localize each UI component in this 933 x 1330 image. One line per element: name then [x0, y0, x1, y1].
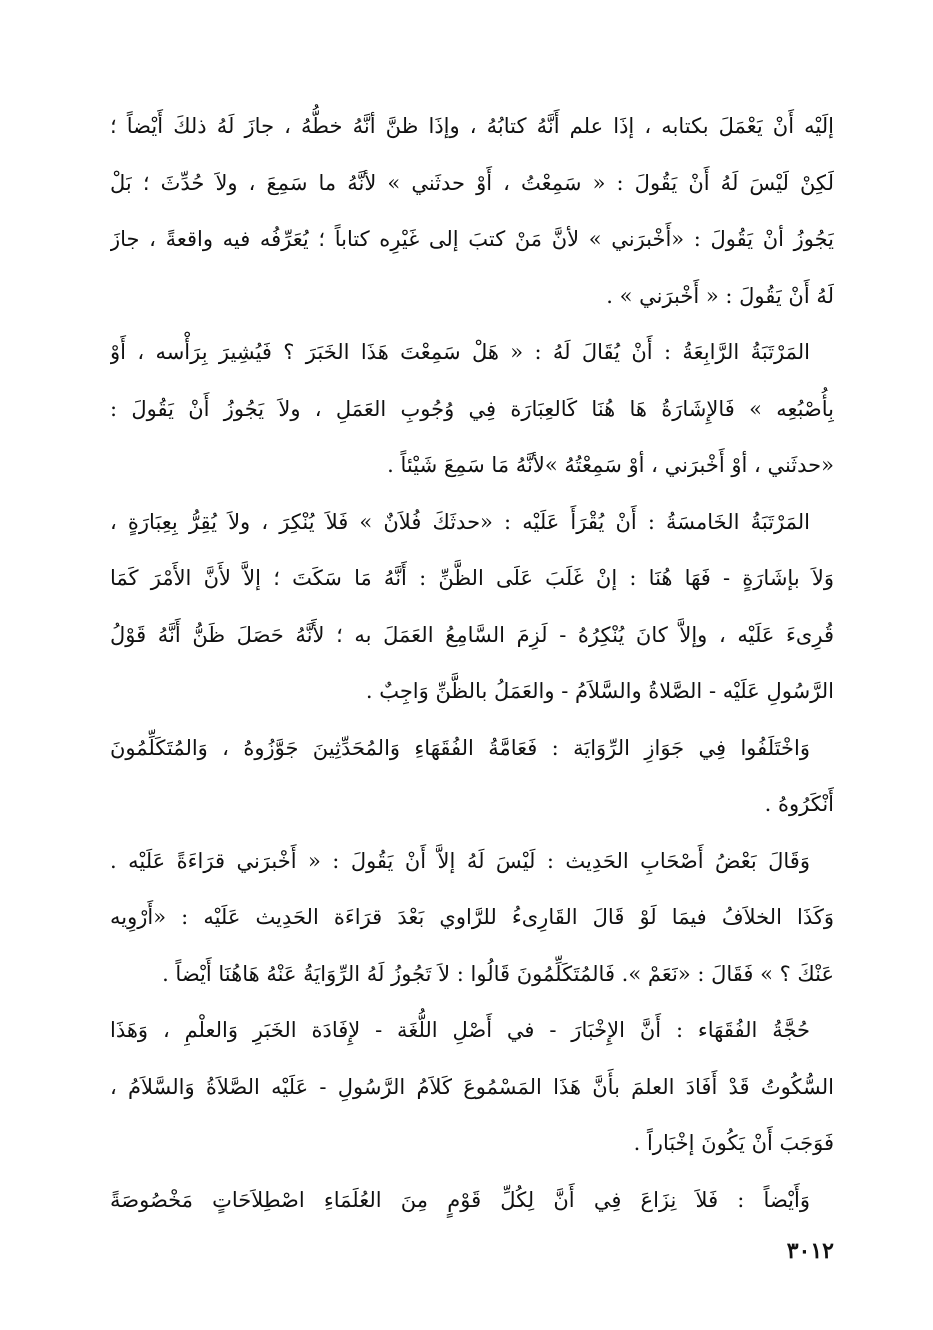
body-text: [110, 98, 834, 1228]
text-line: وَقَالَ بَعْضُ أَصْحَابِ الحَدِيث : لَيْسَ لَهُ إلاَّ أَنْ يَقُولَ : « أَخْبرَني قرَاءَةً عَلَيْه .: [110, 848, 810, 873]
text-line: قُرِىءَ عَلَيْه ، وإلاَّ كانَ يُنْكِرُهُ - لَزِمَ السَّامِعُ العَمَلَ به ؛ لأَنَّهُ حَصَلَ ظَنُّ أَنَّهُ قَوْلُ: [110, 622, 834, 647]
text-line: يَجُوزُ أنْ يَقُولَ : «أَخْبرَني » لأنَّ مَنْ كتبَ إلى غَيْرِه كتاباً ؛ يُعَرِّفُه فيه واقعةً ، جازَ: [110, 227, 834, 251]
text-line: بِأُصْبُعِه » فَالإِشَارَةُ هَا هُنَا كَالعِبَارَة فِي وُجُوبِ العَمَلِ ، ولاَ يَجُوزُ أَنْ يَقُولَ :: [110, 396, 834, 421]
text-line: عَنْكَ ؟ » فَقَالَ : «نَعَمْ ». فَالمُتَكَلِّمُونَ قَالُوا : لاَ تَجُوزُ لَهُ الرِّوَايَةُ عَنْهُ هَاهُنَا أَيْضاً .: [162, 961, 834, 986]
text-line: لَكِنْ لَيْسَ لَهُ أَنْ يَقُولَ : « سَمِعْتُ ، أَوْ حدثَني » لأنَّهُ ما سَمِعَ ، ولاَ حُدِّثَ ؛ بَلْ: [110, 170, 834, 195]
text-line: وَاخْتَلَفُوا فِي جَوَازِ الرِّوَايَة : فَعَامَّةُ الفُقَهَاءِ وَالمُحَدِّثِينَ جَوَّزُوهُ ، وَالمُتَكَلِّمُونَ: [110, 735, 810, 760]
text-line: السُّكُوتُ قَدْ أَفَادَ العلمَ بأَنَّ هَذَا المَسْمُوعَ كَلاَمُ الرَّسُولِ - عَلَيْه الصَّلاَةُ وَالسَّلاَمُ ،: [110, 1074, 834, 1099]
text-line: أَنْكَرُوهُ .: [764, 792, 834, 816]
paragraph-4: [110, 720, 834, 833]
text-line: وَكَذَا الخلاَفُ فيمَا لَوْ قَالَ القَارِىءُ للرَّاوي بَعْدَ قرَاءَة الحَدِيث عَلَيْه : «أَرْوِيه: [110, 905, 834, 929]
paragraph-6: [110, 1002, 834, 1172]
paragraph-7: [110, 1172, 834, 1229]
text-line: إلَيْه أَنْ يَعْمَلَ بكتابه ، إذَا علم أَنَّهُ كتابُهُ ، وإذَا ظنَّ أنَّهُ خطُّهُ ، جازَ لَهُ ذلكَ أَيْضاً ؛: [110, 114, 834, 138]
text-line: المَرْتَبَةُ الرَّابِعَةُ : أَنْ يُقَالَ لَهُ : « هَلْ سَمِعْتَ هَذَا الخَبَرَ ؟ فَيُشِيرَ بِرَأْسه ، أَوْ: [110, 340, 810, 364]
paragraph-5: [110, 833, 834, 1003]
text-line: لَهُ أَنْ يَقُولَ : « أَخْبرَني » .: [606, 283, 834, 308]
text-line: وَأَيْضاً : فَلاَ نِزَاعَ فِي أَنَّ لِكُلِّ قَوْمٍ مِنَ العُلَمَاءِ اصْطِلاَحَاتٍ مَخْصُوصَةً: [110, 1187, 810, 1212]
text-line: الرَّسُولِ عَلَيْه - الصَّلاةُ والسَّلاَمُ - والعَمَلُ بالظَّنِّ وَاجِبٌ .: [365, 679, 834, 703]
text-line: وَلاَ بإشَارَةٍ - فَهَا هُنَا : إنْ غَلَبَ عَلَى الظَّنِّ : أَنَّهُ مَا سَكَتَ ؛ إلاَّ لأَنَّ الأَمْرَ كَمَا: [110, 566, 834, 590]
paragraph-2: [110, 324, 834, 494]
text-line: «حدثَني ، أوْ أَخْبرَني ، أوْ سَمِعْتُهُ »لأنَّهُ مَا سَمِعَ شَيْئاً .: [387, 453, 834, 477]
page-number: ٣٠١٢: [786, 1238, 834, 1264]
paragraph-1: [110, 98, 834, 324]
paragraph-3: [110, 494, 834, 720]
text-line: حُجَّةُ الفُقَهَاء : أَنَّ الإِخْبَارَ - في أَصْلِ اللُّغَة - لإِفَادَة الخَبَرِ وَالعلْمِ ، وَهَذَا: [110, 1018, 810, 1042]
text-line: المَرْتَبَةُ الخَامسَةُ : أَنْ يُقْرَأَ عَلَيْه : «حدثَكَ فُلاَنٌ » فَلاَ يُنْكِرَ ، ولاَ يُقِرُّ بِعِبَارَةٍ ،: [110, 509, 810, 534]
text-line: فَوَجَبَ أَنْ يَكُونَ إخْبَاراً .: [633, 1131, 834, 1155]
